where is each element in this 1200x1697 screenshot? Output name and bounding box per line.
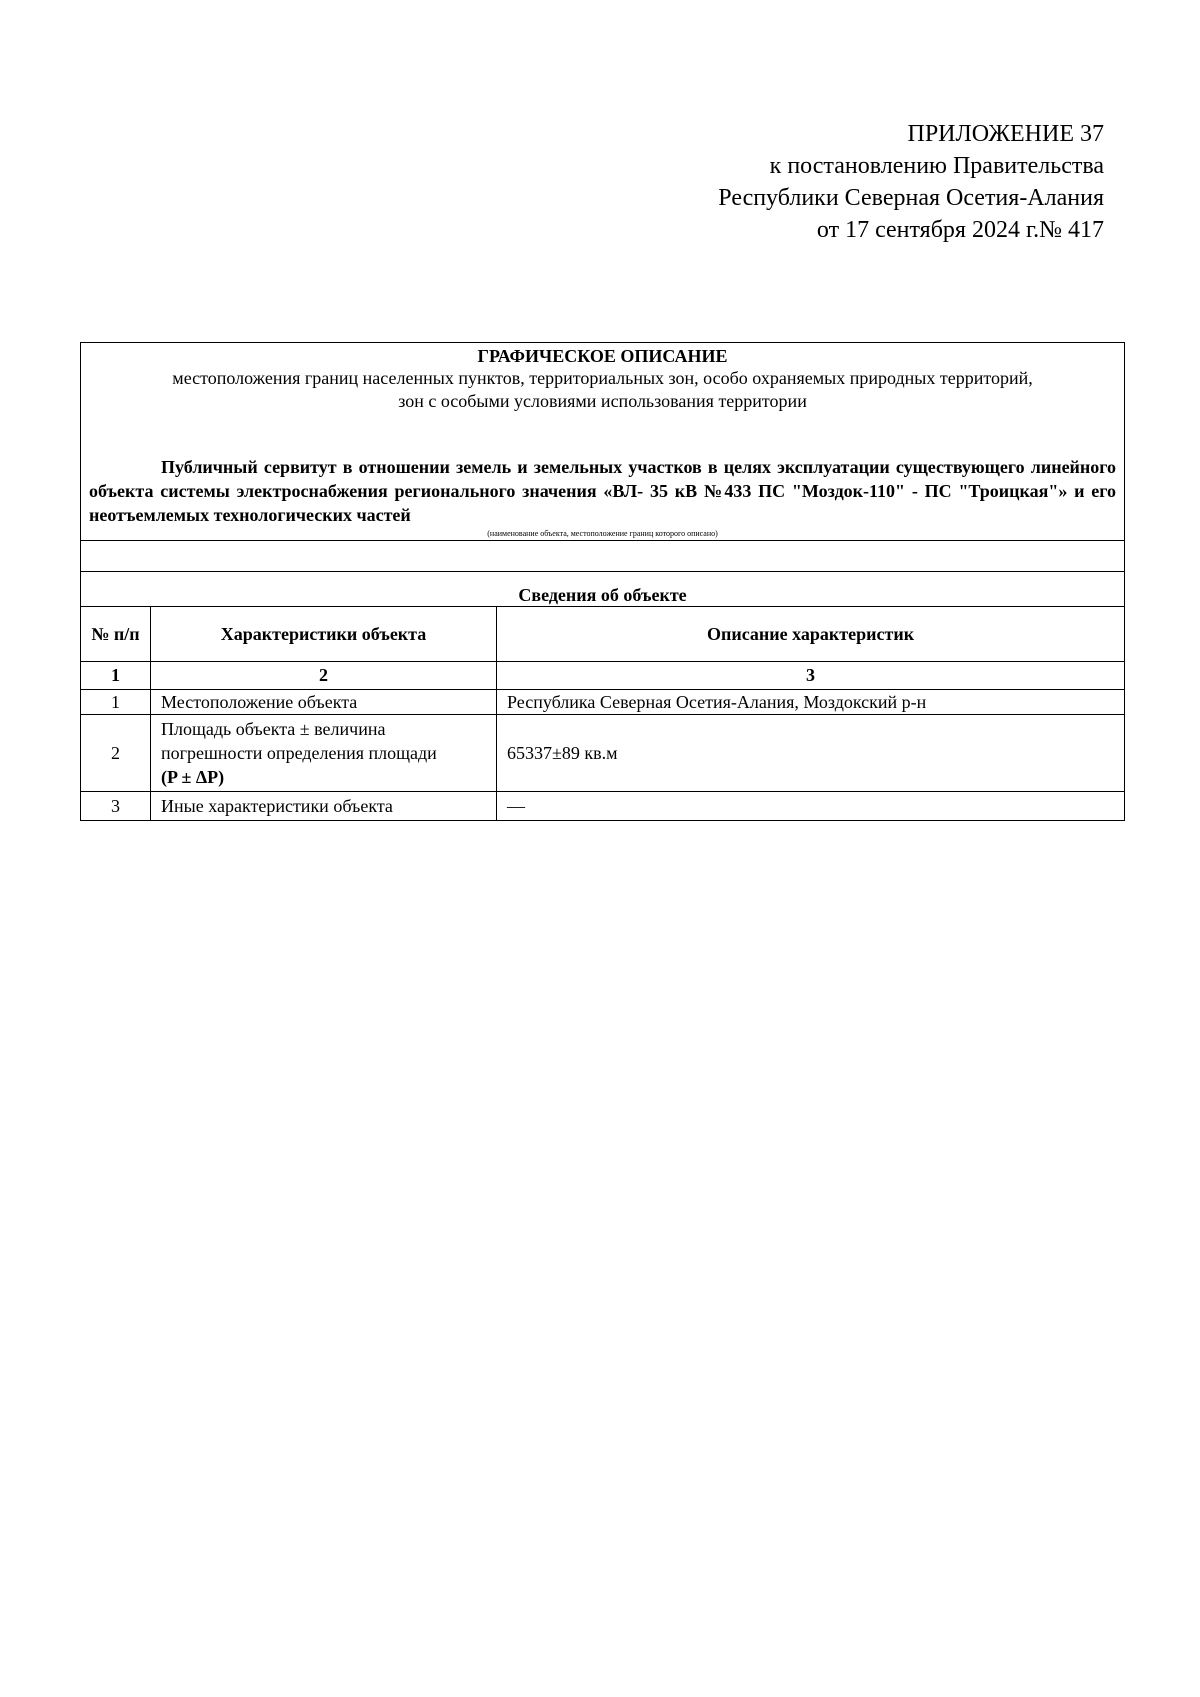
column-number-row [81,662,1125,690]
section-title-row [81,572,1125,607]
column-number-3: 3 [497,662,1125,690]
header-description: Описание характеристик [497,607,1125,662]
column-number-1: 1 [81,662,151,690]
row-num: 1 [81,690,151,715]
header-characteristic: Характеристики объекта [151,607,497,662]
object-name-block [89,455,1116,527]
table-row [81,792,1125,821]
row-description: Республика Северная Осетия-Алания, Моздокский р-н [497,690,1125,715]
table-row [81,715,1125,792]
row-characteristic [151,715,497,792]
section-title: Сведения об объекте [81,572,1125,607]
object-name: Публичный сервитут в отношении земель и земельных участков в целях эксплуатации существующего линейного объекта системы электроснабжения регионального значения «ВЛ- 35 кВ №433 ПС "Моздок-110" - ПС "Троицкая"» и его неотъемлемых технологических частей [89,457,1117,525]
row-characteristic: Иные характеристики объекта [151,792,497,821]
appendix-reference: к постановлению Правительства [769,153,1104,179]
document-subtitle-line2: зон с особыми условиями использования территории [398,391,807,411]
row-description: 65337±89 кв.м [497,715,1125,792]
column-number-2: 2 [151,662,497,690]
appendix-number: ПРИЛОЖЕНИЕ 37 [907,121,1104,147]
row-description: — [497,792,1125,821]
header-num: № п/п [81,607,151,662]
row-characteristic-text: Площадь объекта ± величина погрешности определения площади [161,719,437,763]
graphic-description-table [80,342,1125,821]
table-row [81,690,1125,715]
blank-cell [81,541,1125,572]
row-characteristic: Местоположение объекта [151,690,497,715]
appendix-header [718,118,1104,246]
row-num: 3 [81,792,151,821]
object-name-caption: (наименование объекта, местоположение границ которого описано) [487,529,718,538]
intro-row [81,343,1125,541]
document-title: ГРАФИЧЕСКОЕ ОПИСАНИЕ [477,346,728,366]
row-num: 2 [81,715,151,792]
row-characteristic-formula: (P ± ΔP) [161,767,225,787]
appendix-date: от 17 сентября 2024 г.№ 417 [816,217,1104,243]
intro-cell [81,343,1125,541]
blank-row [81,541,1125,572]
header-row [81,607,1125,662]
document-subtitle-line1: местоположения границ населенных пунктов, территориальных зон, особо охраняемых природных территорий, [172,368,1033,388]
appendix-government: Республики Северная Осетия-Алания [718,185,1104,211]
